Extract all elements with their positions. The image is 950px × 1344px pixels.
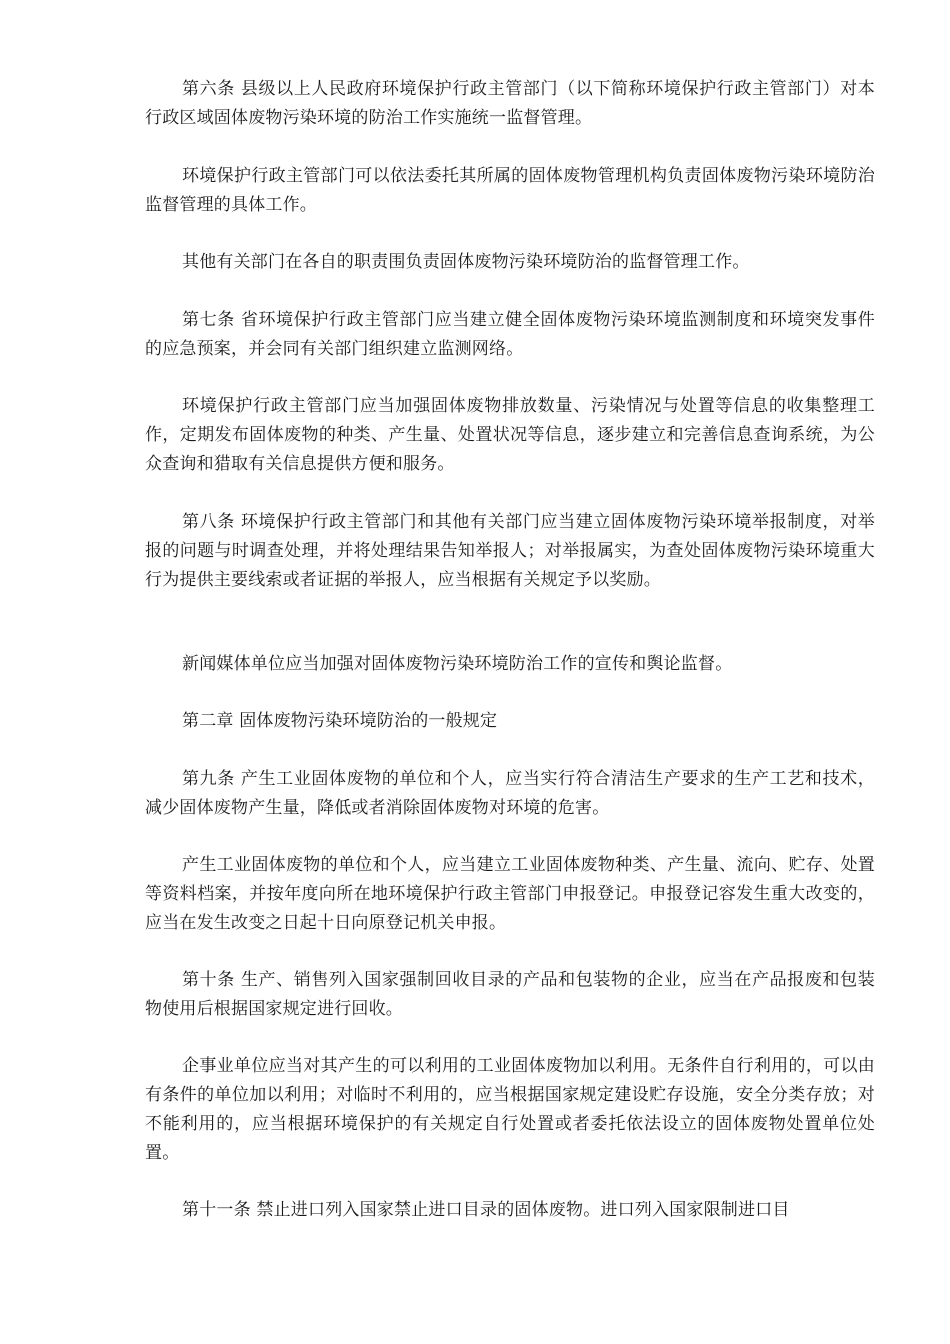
paragraph-article-9: 第九条 产生工业固体废物的单位和个人，应当实行符合清洁生产要求的生产工艺和技术，减少固体废物产生量，降低或者消除固体废物对环境的危害。 [145,769,875,818]
paragraph-other-departments: 其他有关部门在各自的职责围负责固体废物污染环境防治的监督管理工作。 [182,252,750,272]
paragraph-registration: 产生工业固体废物的单位和个人，应当建立工业固体废物种类、产生量、流向、贮存、处置等资料档案，并按年度向所在地环境保护行政主管部门申报登记。申报登记容发生重大改变的，应当在发生改变之日起十日向原登记机关申报。 [145,855,875,933]
paragraph-article-6: 第六条 县级以上人民政府环境保护行政主管部门（以下简称环境保护行政主管部门）对本行政区域固体废物污染环境的防治工作实施统一监督管理。 [145,79,875,128]
paragraph-information: 环境保护行政主管部门应当加强固体废物排放数量、污染情况与处置等信息的收集整理工作，定期发布固体废物的种类、产生量、处置状况等信息，逐步建立和完善信息查询系统，为公众查询和猎取有关信息提供方便和服务。 [145,396,875,474]
paragraph-article-11: 第十一条 禁止进口列入国家禁止进口目录的固体废物。进口列入国家限制进口目 [182,1200,790,1220]
paragraph-article-7: 第七条 省环境保护行政主管部门应当建立健全固体废物污染环境监测制度和环境突发事件的应急预案，并会同有关部门组织建立监测网络。 [145,310,875,359]
paragraph-article-10: 第十条 生产、销售列入国家强制回收目录的产品和包装物的企业，应当在产品报废和包装物使用后根据国家规定进行回收。 [145,970,875,1019]
paragraph-article-8: 第八条 环境保护行政主管部门和其他有关部门应当建立固体废物污染环境举报制度，对举报的问题与时调查处理，并将处理结果告知举报人；对举报属实，为查处固体废物污染环境重大行为提供主要线索或者证据的举报人，应当根据有关规定予以奖励。 [145,512,875,590]
paragraph-media: 新闻媒体单位应当加强对固体废物污染环境防治工作的宣传和舆论监督。 [182,654,733,674]
paragraph-delegation: 环境保护行政主管部门可以依法委托其所属的固体废物管理机构负责固体废物污染环境防治监督管理的具体工作。 [145,166,875,215]
chapter-2-heading: 第二章 固体废物污染环境防治的一般规定 [182,711,498,731]
paragraph-utilization: 企事业单位应当对其产生的可以利用的工业固体废物加以利用。无条件自行利用的，可以由有条件的单位加以利用；对临时不利用的，应当根据国家规定建设贮存设施，安全分类存放；对不能利用的，应当根据环境保护的有关规定自行处置或者委托依法设立的固体废物处置单位处置。 [145,1056,875,1163]
